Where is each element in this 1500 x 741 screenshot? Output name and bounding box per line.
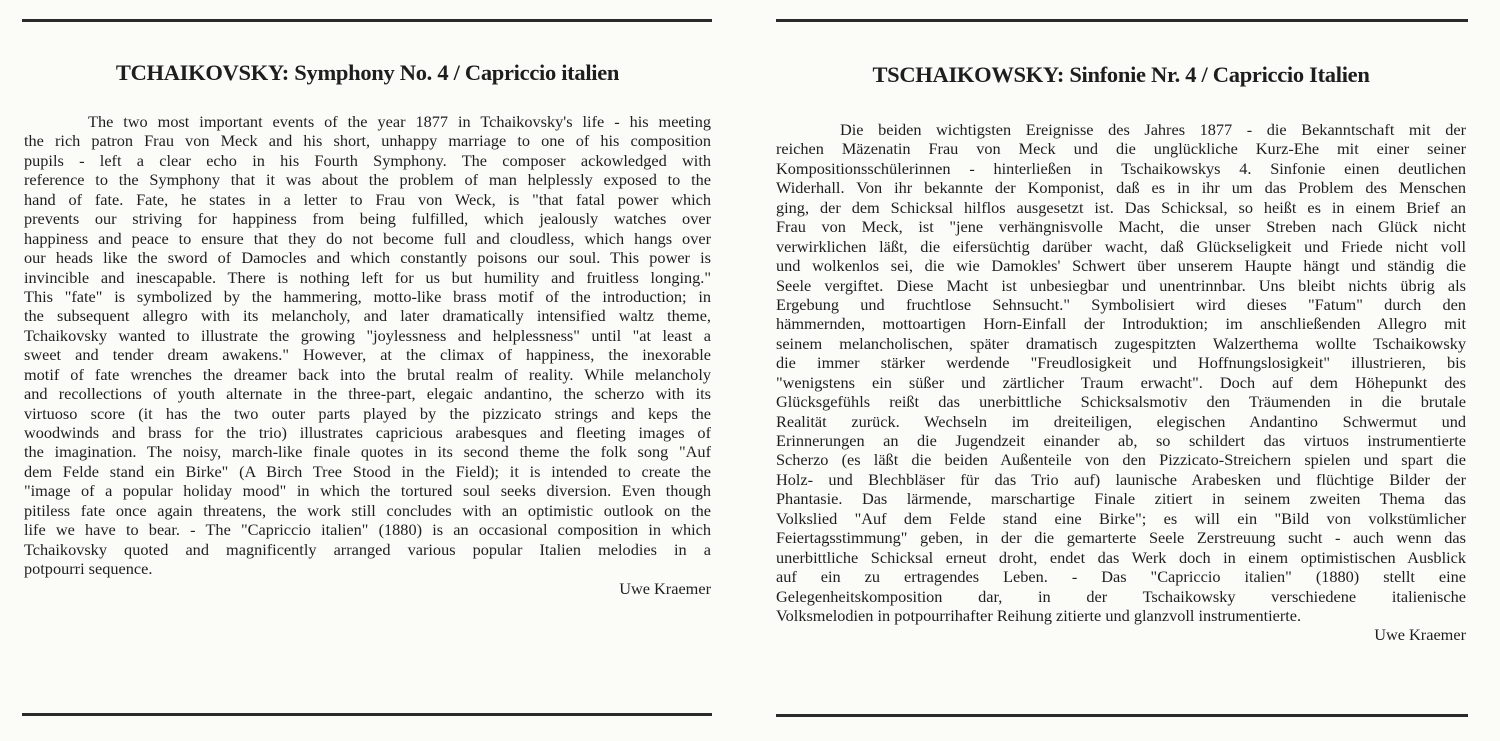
text-line: The two most important events of the year 1877 in Tchaikovsky's life - his meeting xyxy=(88,112,711,131)
text-line: ging, der dem Schicksal hilflos ausgesetzt ist. Das Schicksal, so heißt es in einem Brief an xyxy=(776,197,1466,217)
author-signature: Uwe Kraemer xyxy=(1374,625,1466,645)
text-line: Feiertagsstimmung" geben, in der die gemarterte Seele Zerstreuung sucht - auch wenn das xyxy=(776,528,1466,548)
text-line: seinem melancholischen, später dramatisch zugespitzten Walzerthema wollte Tschaikowsky xyxy=(776,333,1466,353)
text-line: unerbittliche Schicksal erneut droht, endet das Werk doch in einem optimistischen Ausblick xyxy=(776,547,1466,567)
text-line: the subsequent allegro with its melancholy, and later dramatically intensified waltz theme, xyxy=(24,306,711,326)
text-line: invincible and inescapable. There is nothing left for us but humility and fruitless longing." xyxy=(24,267,711,287)
text-line: dem Felde stand ein Birke" (A Birch Tree Stood in the Field); it is intended to create the xyxy=(24,461,711,481)
german-text-column xyxy=(776,120,1466,645)
text-line: woodwinds and brass for the trio) illustrates capricious arabesques and fleeting images of xyxy=(24,423,711,442)
text-line: Volkslied "Auf dem Felde stand eine Birke"; es will ein "Bild von volkstümlicher xyxy=(776,508,1466,528)
text-line: Gelegenheitskomposition dar, in der Tschaikowsky verschiedene italienische xyxy=(776,586,1466,606)
text-line: Ergebung und fruchtlose Sehnsucht." Symbolisiert wird dieses "Fatum" durch den xyxy=(776,294,1466,314)
text-line: Tchaikovsky quoted and magnificently arranged various popular Italien melodies in a xyxy=(24,539,711,559)
german-title: TSCHAIKOWSKY: Sinfonie Nr. 4 / Capriccio Italien xyxy=(872,62,1370,87)
text-line: auf ein zu ertragendes Leben. - Das "Capriccio italien" (1880) stellt eine xyxy=(776,567,1466,587)
author-signature: Uwe Kraemer xyxy=(619,578,711,598)
text-line: hand of fate. Fate, he states in a letter to Frau von Weck, is "that fatal power which xyxy=(24,189,711,209)
top-rule-right xyxy=(776,19,1468,22)
text-line: sweet and tender dream awakens." However, at the climax of happiness, the inexorable xyxy=(24,345,711,365)
text-line: Kompositionsschülerinnen - hinterließen in Tschaikowskys 4. Sinfonie einen deutlichen xyxy=(776,158,1466,178)
text-line: the rich patron Frau von Meck and his short, unhappy marriage to one of his composition xyxy=(24,131,711,151)
text-line: Seele vergiftet. Diese Macht ist unbesiegbar und unentrinnbar. Uns bleibt nichts übrig als xyxy=(776,275,1466,295)
text-line: Frau von Meck, ist "jene verhängnisvolle Macht, die unser Streben nach Glück nicht xyxy=(776,217,1466,237)
text-line: pupils - left a clear echo in his Fourth Symphony. The composer ackowledged with xyxy=(24,150,711,170)
text-line: This "fate" is symbolized by the hammering, motto-like brass motif of the introduction; in xyxy=(24,286,711,306)
text-line: our heads like the sword of Damocles and which constantly poisons our soul. This power is xyxy=(24,248,711,268)
text-line: motif of fate wrenches the dreamer back into the brutal realm of reality. While melancholy xyxy=(24,364,711,384)
text-line: verwirklichen läßt, die eifersüchtig darüber wacht, daß Glückseligkeit und Friede nicht voll xyxy=(776,236,1466,256)
top-rule-left xyxy=(22,19,712,22)
text-line: Widerhall. Von ihr bekannte der Komponist, daß es in ihr um das Problem des Menschen xyxy=(776,178,1466,198)
text-line: potpourri sequence. xyxy=(24,559,153,579)
text-line: life we have to bear. - The "Capriccio italien" (1880) is an occasional composition in which xyxy=(24,520,711,540)
text-line: and recollections of youth alternate in the three-part, elegaic andantino, the scherzo with its xyxy=(24,384,711,404)
text-line: die immer stärker werdende "Freudlosigkeit und Hoffnungslosigkeit" illustrieren, bis xyxy=(776,353,1466,373)
text-line: Scherzo (es läßt die beiden Außenteile von den Pizzicato-Streichern spielen und spart die xyxy=(776,450,1466,470)
text-line: prevents our striving for happiness from being fulfilled, which jealously watches over xyxy=(24,209,711,229)
text-line: Realität zurück. Wechseln im dreiteiligen, elegischen Andantino Schwermut und xyxy=(776,411,1466,431)
text-line: Glücksgefühls reißt das unerbittliche Schicksalsmotiv den Träumenden in die brutale xyxy=(776,392,1466,412)
text-line: Volksmelodien in potpourrihafter Reihung zitierte und glanzvoll instrumentierte. xyxy=(776,605,1302,625)
text-line: Phantasie. Das lärmende, marschartige Finale zitiert in seinem zweiten Thema das xyxy=(776,489,1466,509)
text-line: happiness and peace to ensure that they do not become full and cloudless, which hangs over xyxy=(24,228,711,248)
english-text-column xyxy=(24,112,711,598)
text-line: reference to the Symphony that it was about the problem of man helplessly exposed to the xyxy=(24,170,711,190)
text-line: Die beiden wichtigsten Ereignisse des Jahres 1877 - die Bekanntschaft mit der xyxy=(840,120,1466,139)
text-line: hämmernden, mottoartigen Horn-Einfall der Introduktion; im anschließenden Allegro mit xyxy=(776,314,1466,334)
text-line: und wolkenlos sei, die wie Damokles' Schwert über unserem Haupte hängt und ständig die xyxy=(776,256,1466,276)
text-line: Holz- und Blechbläser für das Trio auf) launische Arabesken und flüchtige Bilder der xyxy=(776,469,1466,489)
text-line: virtuoso score (it has the two outer parts played by the pizzicato strings and keps the xyxy=(24,403,711,423)
text-line: pitiless fate once again threatens, the work still concludes with an optimistic outlook on the xyxy=(24,500,711,520)
bottom-rule-left xyxy=(22,713,712,716)
text-line: Tchaikovsky wanted to illustrate the growing "joylessness and helplessness" until "at least a xyxy=(24,325,711,345)
text-line: "wenigstens ein süßer und zärtlicher Traum erwacht". Doch auf dem Höhepunkt des xyxy=(776,372,1466,392)
bottom-rule-right xyxy=(776,714,1468,717)
english-title: TCHAIKOVSKY: Symphony No. 4 / Capriccio italien xyxy=(115,60,620,85)
text-line: "image of a popular holiday mood" in which the tortured soul seeks diversion. Even though xyxy=(24,481,711,501)
text-line: the imagination. The noisy, march-like finale quotes in its second theme the folk song "Auf xyxy=(24,442,711,462)
text-line: reichen Mäzenatin Frau von Meck und die unglückliche Kurz-Ehe mit einer seiner xyxy=(776,139,1466,159)
text-line: Erinnerungen an die Jugendzeit einander ab, so schildert das virtuos instrumentierte xyxy=(776,431,1466,450)
